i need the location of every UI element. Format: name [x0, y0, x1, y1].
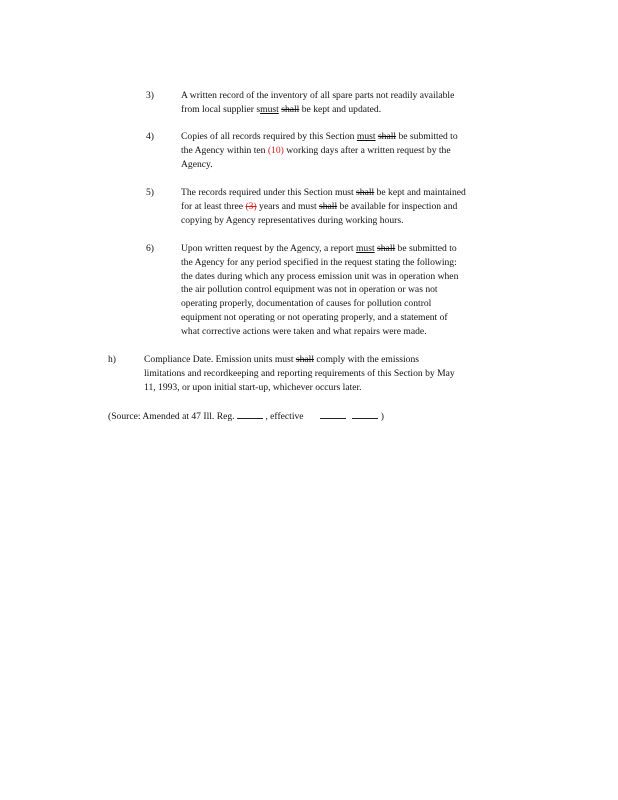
text-line — [181, 214, 532, 228]
text-line — [181, 186, 532, 200]
source-prefix: (Source: Amended at 47 Ill. Reg. — [108, 411, 235, 422]
text-segment: shall — [319, 200, 338, 212]
text-segment: copying by Agency representatives during working hours. — [181, 214, 404, 226]
text-segment: the Agency within ten — [181, 144, 268, 156]
text-line — [181, 89, 532, 103]
text-segment: (3) — [245, 200, 257, 212]
source-note — [108, 409, 384, 424]
text-segment: the air pollution control equipment was not in operation or was not — [181, 284, 438, 296]
item-text — [144, 353, 518, 394]
source-suffix: ) — [380, 411, 384, 422]
text-line — [181, 297, 532, 311]
item-text — [181, 89, 532, 117]
text-segment: for at least three — [181, 200, 246, 212]
blank-line — [352, 409, 378, 419]
text-segment: Upon written request by the Agency, a report — [181, 243, 356, 254]
item-text — [181, 186, 532, 227]
item-marker: 5) — [146, 187, 154, 198]
text-segment: Compliance Date. Emission units must — [144, 354, 296, 365]
text-segment: 11, 1993, or upon initial start-up, whichever occurs later. — [144, 381, 362, 393]
text-segment: operating properly, documentation of causes for pollution control — [181, 298, 432, 310]
text-segment: A written record of the inventory of all spare parts not readily available — [181, 90, 455, 101]
text-line — [181, 130, 532, 144]
text-line — [181, 242, 532, 256]
text-line — [181, 311, 532, 325]
text-segment: working days after a written request by the — [283, 144, 451, 156]
item-text — [181, 130, 532, 171]
item-marker: 4) — [146, 131, 154, 142]
text-segment: years and must — [256, 200, 320, 212]
text-line — [181, 158, 532, 172]
text-segment: what corrective actions were taken and what repairs were made. — [181, 325, 427, 337]
text-line — [181, 283, 532, 297]
text-line — [144, 353, 518, 367]
text-segment: The records required under this Section must — [181, 187, 357, 198]
text-segment: equipment not operating or not operating properly, and a statement of — [181, 311, 448, 323]
text-segment: the Agency for any period specified in the request stating the following: — [181, 256, 457, 268]
text-line — [144, 381, 518, 395]
text-line — [144, 367, 518, 381]
text-line — [181, 103, 532, 117]
text-segment: must — [260, 103, 279, 115]
item-marker: 3) — [146, 90, 154, 101]
text-line — [181, 256, 532, 270]
item-text — [181, 242, 532, 339]
text-segment: from local supplier s — [181, 103, 261, 115]
text-line — [181, 144, 532, 158]
item-marker: 6) — [146, 243, 154, 254]
text-segment: limitations and recordkeeping and reporting requirements of this Section by May — [144, 367, 455, 379]
text-segment: shall — [281, 103, 300, 115]
item-marker: h) — [108, 354, 116, 365]
text-segment: must — [356, 131, 376, 142]
blank-line — [237, 409, 263, 419]
text-segment: shall — [295, 354, 315, 365]
text-line — [181, 270, 532, 284]
text-segment: the dates during which any process emission unit was in operation when — [181, 270, 459, 282]
text-segment: be available for inspection and — [337, 200, 458, 212]
source-middle: , effective — [265, 411, 304, 422]
text-segment: comply with the emissions — [314, 354, 420, 365]
text-segment: Agency. — [181, 158, 213, 170]
text-segment: be kept and updated. — [299, 103, 382, 115]
text-segment: must — [355, 243, 375, 254]
text-segment: (10) — [267, 144, 284, 156]
text-segment: be submitted to — [396, 131, 458, 142]
blank-line — [320, 409, 346, 419]
text-segment: be kept and maintained — [374, 187, 466, 198]
text-line — [181, 200, 532, 214]
text-line — [181, 325, 532, 339]
text-segment: Copies of all records required by this Section — [181, 131, 357, 142]
text-segment: shall — [356, 187, 375, 198]
text-segment: shall — [377, 243, 396, 254]
text-segment: be submitted to — [395, 243, 457, 254]
text-segment: shall — [377, 131, 397, 142]
